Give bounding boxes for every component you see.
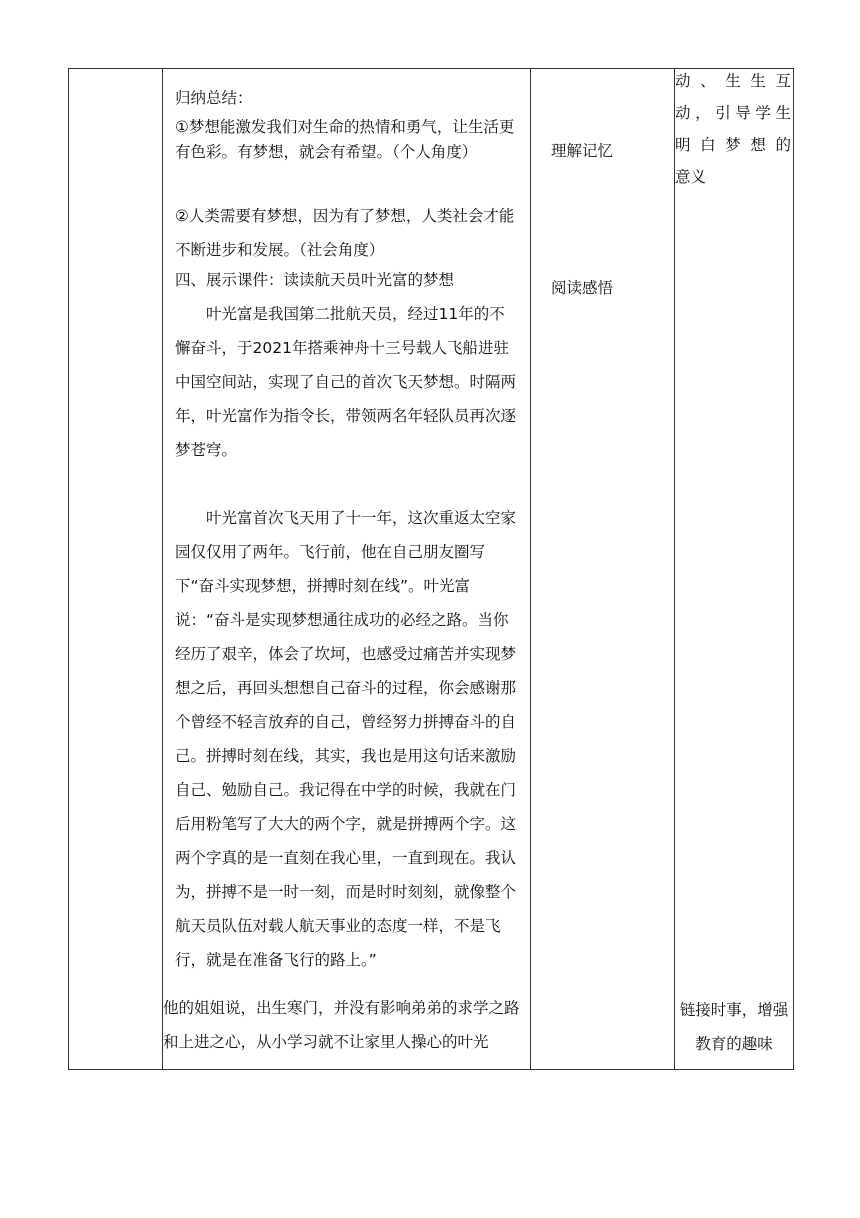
method-cell — [531, 69, 675, 1070]
purpose-bottom-line-1: 链接时事，增强 — [679, 1001, 789, 1019]
content-cell — [163, 69, 531, 1070]
purpose-cell — [675, 69, 794, 1070]
table-row — [69, 69, 794, 1070]
purpose-bottom-line-2: 教育的趣味 — [695, 1035, 773, 1053]
story-paragraph-1: 叶光富是我国第二批航天员，经过11年的不懈奋斗，于2021年搭乘神舟十三号载人飞船进驻中国空间站，实现了自己的首次飞天梦想。时隔两年，叶光富作为指令长，带领两名年轻队员再次逐梦苍穹。 — [175, 305, 517, 459]
story-continuation: 他的姐姐说，出生寒门，并没有影响弟弟的求学之路和上进之心，从小学习就不让家里人操心的叶光 — [163, 999, 520, 1051]
purpose-line-3: 明白梦想的 — [675, 136, 791, 154]
story-paragraph-2: 叶光富首次飞天用了十一年，这次重返太空家园仅仅用了两年。飞行前，他在自己朋友圈写下“奋斗实现梦想，拼搏时刻在线”。叶光富说：“奋斗是实现梦想通往成功的必经之路。当你经历了艰辛，体会了坎坷，也感受过痛苦并实现梦想之后，再回头想想自己奋斗的过程，你会感谢那个曾经不轻言放弃的自己，曾经努力拼搏奋斗的自己。拼搏时刻在线，其实，我也是用这句话来激励自己、勉励自己。我记得在中学的时候，我就在门后用粉笔写了大大的两个字，就是拼搏两个字。这两个字真的是一直刻在我心里，一直到现在。我认为，拼搏不是一时一刻，而是时时刻刻，就像整个航天员队伍对载人航天事业的态度一样，不是飞行，就是在准备飞行的路上。” — [175, 509, 517, 969]
summary-point-1: ①梦想能激发我们对生命的热情和勇气，让生活更有色彩。有梦想，就会有希望。（个人角度） — [175, 118, 515, 161]
lesson-plan-table — [68, 68, 794, 1070]
content-cell-body — [163, 69, 530, 1069]
summary-heading: 归纳总结： — [175, 89, 253, 107]
stage-cell — [69, 69, 163, 1070]
method-understand-memorize: 理解记忆 — [551, 142, 614, 160]
summary-point-2: ②人类需要有梦想，因为有了梦想，人类社会才能不断进步和发展。（社会角度） — [175, 207, 515, 259]
purpose-line-4: 意义 — [675, 168, 707, 186]
method-cell-body — [531, 69, 674, 1069]
method-read-reflect: 阅读感悟 — [551, 279, 614, 297]
section-4-title: 四、展示课件：读读航天员叶光富的梦想 — [175, 271, 455, 289]
purpose-cell-body — [675, 69, 793, 1069]
purpose-line-2: 动，引导学生 — [675, 104, 791, 122]
purpose-line-1: 动、生生互 — [675, 72, 791, 90]
